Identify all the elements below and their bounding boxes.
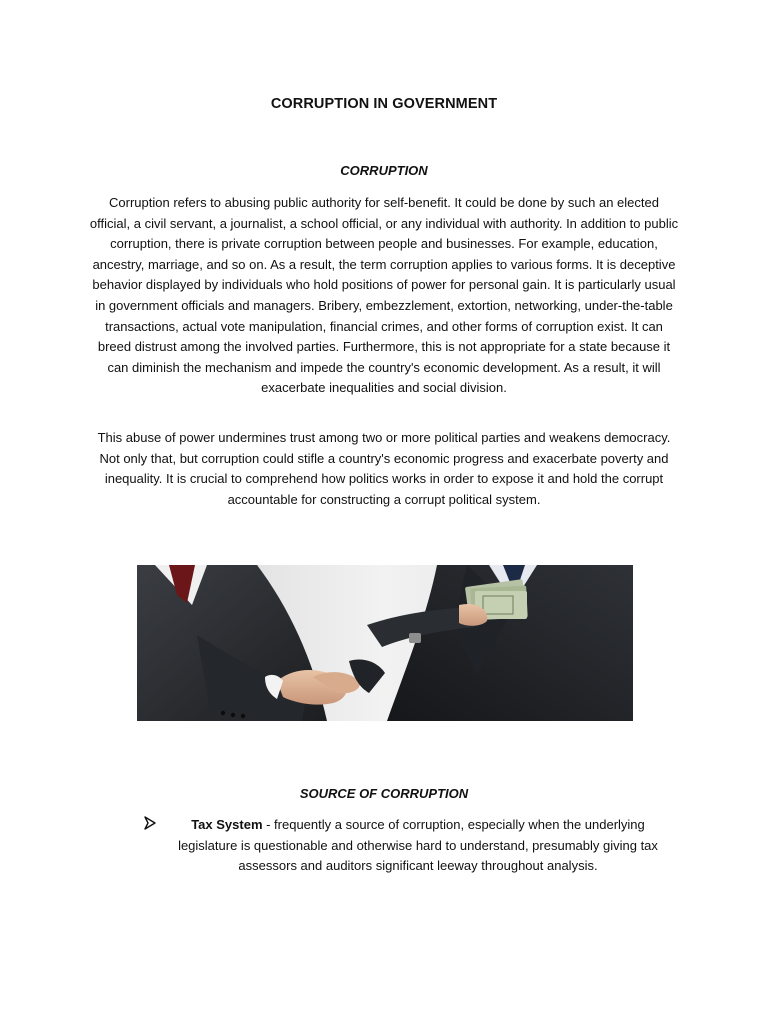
bullet-description: - frequently a source of corruption, especially when the underlying legislature is questionable and otherwise hard to understand, presumably giving tax assessors and auditors significant leeway throughout analysis. <box>178 817 658 874</box>
paragraph-definition: Corruption refers to abusing public authority for self-benefit. It could be done by such an elected official, a civil servant, a journalist, a school official, or any individual with authority. In addition to public corruption, there is private corruption between people and businesses. For example, education, ancestry, marriage, and so on. As a result, the term corruption applies to various forms. It is deceptive behavior displayed by individuals who hold positions of power for personal gain. It is particularly usual in government officials and managers. Bribery, embezzlement, extortion, networking, under-the-table transactions, actual vote manipulation, financial crimes, and other forms of corruption exist. It can breed distrust among the involved parties. Furthermore, this is not appropriate for a state because it can diminish the mechanism and impede the country's economic development. As a result, it will exacerbate inequalities and social division. <box>89 195 679 396</box>
arrowhead-bullet-icon <box>144 816 156 830</box>
bullet-term: Tax System <box>191 817 263 832</box>
bribery-photo-illustration <box>137 565 633 721</box>
paragraph-impact: This abuse of power undermines trust among two or more political parties and weakens democracy. Not only that, but corruption could stifle a country's economic progress and exacerbate poverty and inequality. It is crucial to comprehend how politics works in order to expose it and hold the corrupt accountable for constructing a corrupt political system. <box>97 430 671 507</box>
document-title: CORRUPTION IN GOVERNMENT <box>270 96 498 112</box>
section-heading-source: SOURCE OF CORRUPTION <box>299 786 469 801</box>
section-heading-corruption: CORRUPTION <box>340 163 428 178</box>
bullet-item-tax-system <box>140 815 670 877</box>
bullet-text <box>140 815 670 877</box>
bribery-photo <box>137 565 633 721</box>
